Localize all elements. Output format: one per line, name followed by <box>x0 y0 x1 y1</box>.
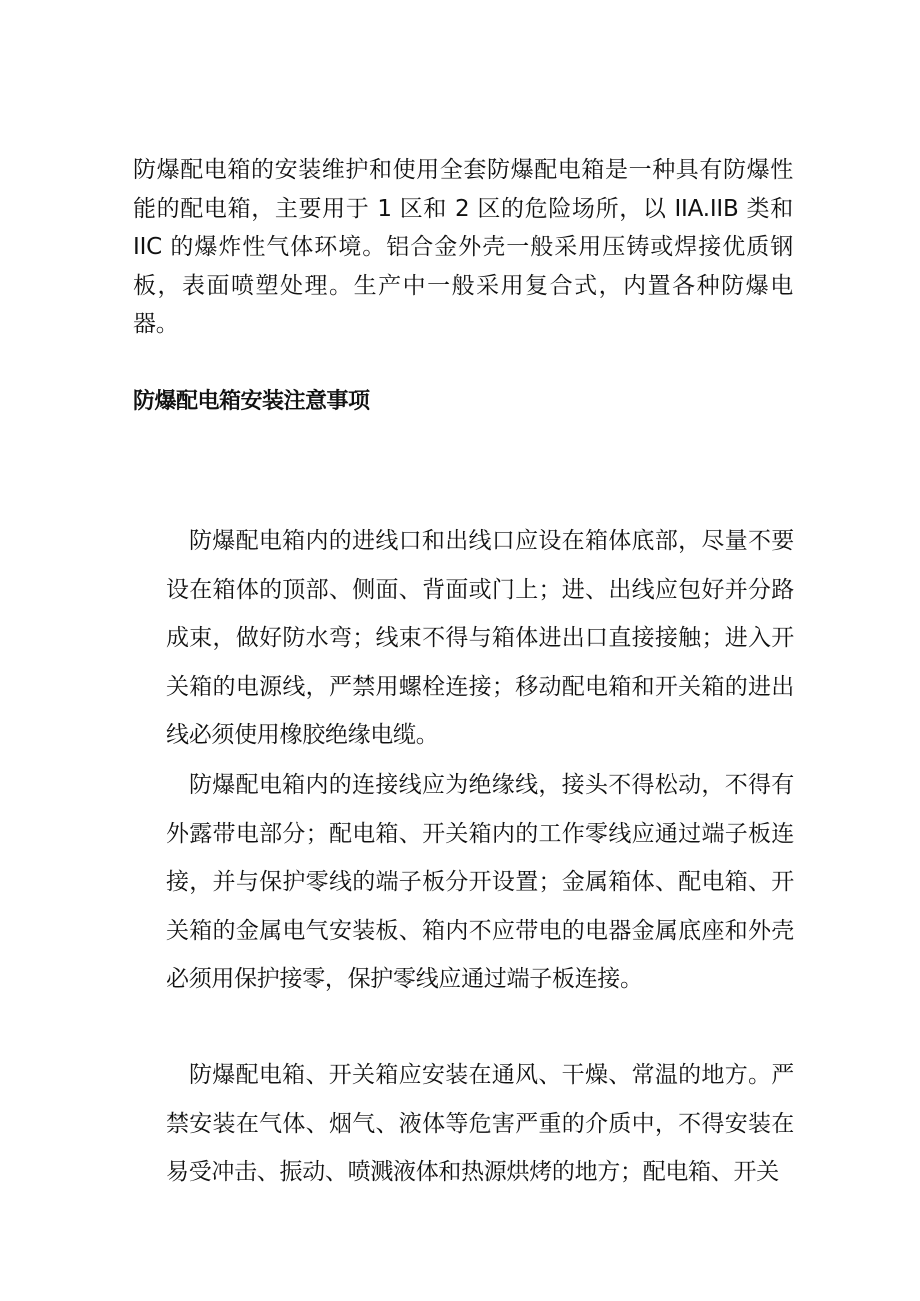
body-paragraph-3: 防爆配电箱、开关箱应安装在通风、干燥、常温的地方。严禁安装在气体、烟气、液体等危害严重的介质中，不得安装在易受冲击、振动、喷溅液体和热源烘烤的地方；配电箱、开关 <box>166 1062 794 1186</box>
body-paragraph-1: 防爆配电箱内的进线口和出线口应设在箱体底部，尽量不要设在箱体的顶部、侧面、背面或门上；进、出线应包好并分路成束，做好防水弯；线束不得与箱体进出口直接接触；进入开关箱的电源线，严禁用螺栓连接；移动配电箱和开关箱的进出线必须使用橡胶绝缘电缆。 <box>166 528 794 749</box>
body-paragraph-2: 防爆配电箱内的连接线应为绝缘线，接头不得松动，不得有外露带电部分；配电箱、开关箱内的工作零线应通过端子板连接，并与保护零线的端子板分开设置；金属箱体、配电箱、开关箱的金属电气安装板、箱内不应带电的电器金属底座和外壳必须用保护接零，保护零线应通过端子板连接。 <box>166 772 794 993</box>
intro-paragraph: 防爆配电箱的安装维护和使用全套防爆配电箱是一种具有防爆性能的配电箱，主要用于 1 区和 2 区的危险场所，以 IIA.IIB 类和 IIC 的爆炸性气体环境。铝合金外壳一般采用压铸或焊接优质钢板，表面喷塑处理。生产中一般采用复合式，内置各种防爆电器。 <box>133 157 793 337</box>
section-heading: 防爆配电箱安装注意事项 <box>133 389 370 414</box>
